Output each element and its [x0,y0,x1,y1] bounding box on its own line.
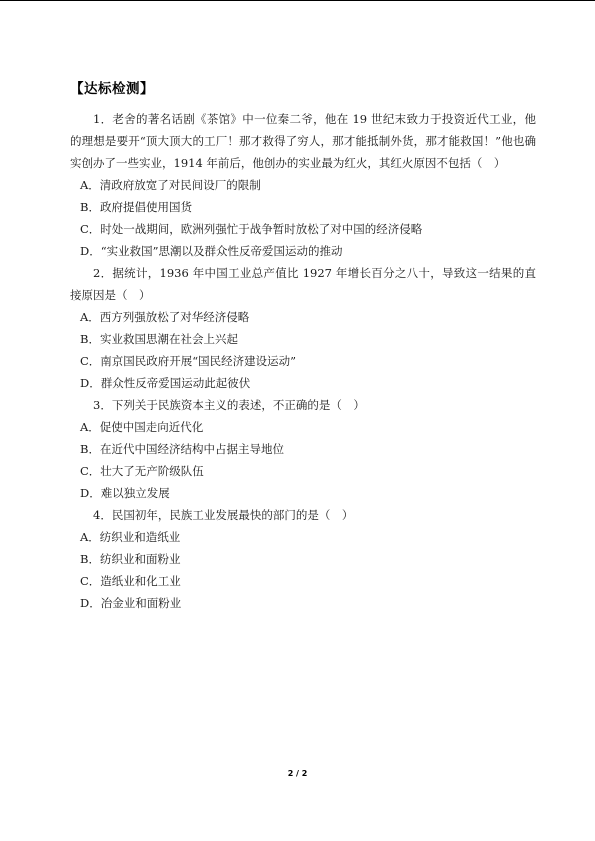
question-stem: 2．据统计，1936 年中国工业总产值比 1927 年增长百分之八十，导致这一结果的直接原因是（ ） [70,266,536,302]
option-b: B．实业救国思潮在社会上兴起 [80,332,238,346]
header-rule [0,0,595,1]
option-c: C．南京国民政府开展“国民经济建设运动” [80,354,297,368]
option-b: B．纺织业和面粉业 [80,552,181,566]
question-list [70,108,536,614]
option-d: D．群众性反帝爱国运动此起彼伏 [80,376,251,390]
option-a: A．促使中国走向近代化 [80,420,204,434]
question-stem: 3．下列关于民族资本主义的表述，不正确的是（ ） [93,398,365,412]
option-b: B．政府提倡使用国货 [80,200,192,214]
option-d: D．“实业救国”思潮以及群众性反帝爱国运动的推动 [80,244,343,258]
question-2 [70,262,536,394]
option-c: C．造纸业和化工业 [80,574,181,588]
question-4 [70,504,536,614]
option-a: A．纺织业和造纸业 [80,530,181,544]
option-d: D．冶金业和面粉业 [80,596,182,610]
question-1 [70,108,536,262]
question-stem: 1．老舍的著名话剧《茶馆》中一位秦二爷，他在 19 世纪末致力于投资近代工业，他的理想是要开“顶大顶大的工厂！那才救得了穷人，那才能抵制外货，那才能救国！”他也确实创办了一些实业，1914 年前后，他创办的实业最为红火，其红火原因不包括（ ） [70,112,536,170]
page-number: 2 / 2 [287,769,308,778]
option-d: D．难以独立发展 [80,486,170,500]
option-a: A．清政府放宽了对民间设厂的限制 [80,178,261,192]
question-stem: 4．民国初年，民族工业发展最快的部门的是（ ） [93,508,354,522]
question-3 [70,394,536,504]
section-title: 【达标检测】 [70,81,154,97]
option-b: B．在近代中国经济结构中占据主导地位 [80,442,284,456]
option-c: C．时处一战期间，欧洲列强忙于战争暂时放松了对中国的经济侵略 [80,222,423,236]
option-a: A．西方列强放松了对华经济侵略 [80,310,250,324]
option-c: C．壮大了无产阶级队伍 [80,464,204,478]
